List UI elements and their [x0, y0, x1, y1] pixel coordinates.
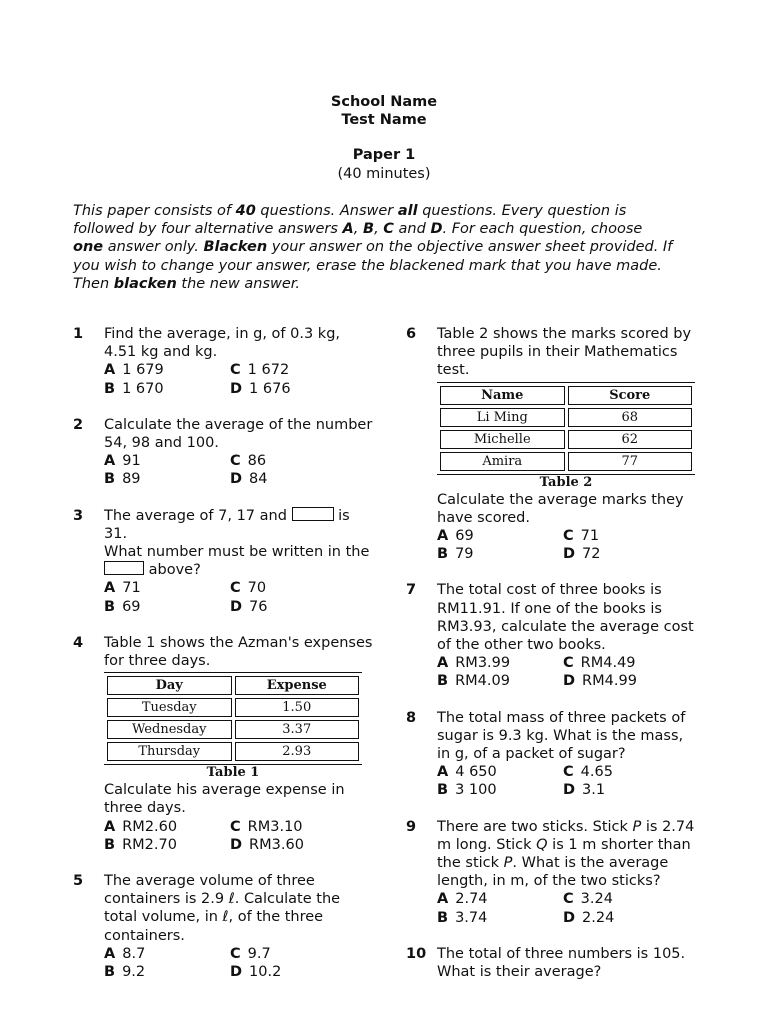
answer-options [104, 452, 373, 488]
question-text: The average volume of three containers is 2.9 ℓ. Calculate the total volume, in ℓ, of the three containers. [104, 873, 341, 944]
option: A 2.74 [437, 891, 488, 908]
question-6 [406, 325, 696, 563]
question-text-2: Calculate the average marks they have scored. [437, 491, 684, 526]
table-header: Day [107, 676, 232, 695]
table-cell: 77 [568, 452, 693, 471]
option: B 3.74 [437, 909, 488, 926]
table-row [107, 698, 359, 717]
question-text: There are two sticks. Stick P is 2.74 m long. Stick Q is 1 m shorter than the stick P. What is the average length, in m, of the two sticks? [437, 818, 695, 890]
question-text: The total of three numbers is 105. What is their average? [437, 945, 686, 981]
option: A 4 650 [437, 764, 497, 781]
answer-options [437, 654, 696, 690]
question-number: 4 [73, 634, 84, 651]
table-row [107, 742, 359, 761]
exam-header [0, 93, 768, 183]
question-text: The average of 7, 17 and is 31. [104, 507, 350, 542]
question-10 [406, 945, 696, 981]
question-3 [73, 507, 373, 616]
right-column [406, 325, 696, 999]
table-row [440, 430, 692, 449]
option: D 84 [230, 471, 268, 488]
answer-options [437, 527, 696, 563]
option: C 1 672 [230, 362, 290, 379]
question-number: 2 [73, 416, 84, 433]
option: D RM4.99 [563, 673, 637, 690]
option: B 1 670 [104, 380, 164, 397]
option: B 89 [104, 471, 141, 488]
question-text: Find the average, in g, of 0.3 kg, 4.51 kg and kg. [104, 326, 341, 361]
table-row [440, 408, 692, 427]
answer-options [104, 945, 373, 981]
question-number: 5 [73, 873, 84, 890]
question-number: 1 [73, 326, 84, 342]
blank-box [292, 507, 334, 521]
table-cell: Thursday [107, 742, 232, 761]
table-row [440, 452, 692, 471]
question-number: 6 [406, 326, 417, 342]
question-number: 9 [406, 818, 417, 835]
option: C 71 [563, 528, 600, 545]
table-cell: 62 [568, 430, 693, 449]
answer-options [437, 890, 696, 926]
score-table [437, 382, 695, 475]
table-cell: 1.50 [235, 698, 360, 717]
paper-duration: (40 minutes) [337, 165, 431, 182]
answer-options [104, 361, 373, 397]
option: B 69 [104, 598, 141, 615]
question-2 [73, 416, 373, 489]
option: D 72 [563, 546, 601, 563]
question-number: 8 [406, 709, 417, 726]
question-number: 7 [406, 582, 417, 599]
question-5 [73, 872, 373, 981]
question-7 [406, 581, 696, 690]
option: A 91 [104, 453, 141, 470]
option: B 3 100 [437, 782, 497, 799]
option: D 1 676 [230, 380, 291, 397]
option: C 3.24 [563, 891, 613, 908]
option: C 70 [230, 580, 267, 597]
answer-options [104, 818, 373, 854]
blank-box [104, 561, 144, 575]
question-4 [73, 634, 373, 854]
question-8 [406, 709, 696, 800]
table-cell: 68 [568, 408, 693, 427]
instructions: This paper consists of 40 questions. Answer all questions. Every question is followed by four alternative answers A, B, C and D. For each question, choose one answer only. Blacken your answer on the objective answer sheet provided. If you wish to change your answer, erase the blackened mark that you have made. Then blacken the new answer. [73, 203, 673, 292]
left-column [73, 325, 373, 999]
option: D 10.2 [230, 964, 282, 981]
option: D RM3.60 [230, 836, 304, 853]
question-text: Table 1 shows the Azman's expenses for three days. [104, 634, 373, 670]
question-number: 3 [73, 507, 84, 524]
table-header: Expense [235, 676, 360, 695]
table-cell: Tuesday [107, 698, 232, 717]
table-cell: 3.37 [235, 720, 360, 739]
table-cell: Michelle [440, 430, 565, 449]
option: D 3.1 [563, 782, 606, 799]
option: C 9.7 [230, 945, 271, 962]
table-header-row [107, 676, 359, 695]
table-row [107, 720, 359, 739]
option: A 8.7 [104, 945, 146, 962]
table-cell: 2.93 [235, 742, 360, 761]
option: C RM4.49 [563, 655, 636, 672]
option: A 69 [437, 528, 474, 545]
table-caption: Table 2 [539, 474, 593, 490]
option: C 4.65 [563, 764, 613, 781]
question-1 [73, 325, 373, 398]
paper-title: Paper 1 [352, 147, 416, 164]
table-cell: Li Ming [440, 408, 565, 427]
table-header: Name [440, 386, 565, 405]
answer-options [104, 579, 373, 615]
option: B 9.2 [104, 964, 146, 981]
test-name: Test Name [341, 112, 427, 129]
question-text: The total mass of three packets of sugar is 9.3 kg. What is the mass, in g, of a packet of sugar? [437, 709, 686, 763]
question-text: The total cost of three books is RM11.91. If one of the books is RM3.93, calculate the average cost of the other two books. [437, 582, 694, 654]
question-text: Table 2 shows the marks scored by three pupils in their Mathematics test. [437, 326, 692, 379]
option: B RM2.70 [104, 836, 177, 853]
question-text-2: Calculate his average expense in three days. [104, 782, 345, 817]
option: C 86 [230, 453, 267, 470]
question-text: Calculate the average of the number 54, 98 and 100. [104, 416, 373, 452]
answer-options [437, 763, 696, 799]
table-caption: Table 1 [206, 765, 260, 781]
question-number: 10 [406, 945, 427, 962]
option: B 79 [437, 546, 474, 563]
question-text-2: What number must be written in the above? [104, 544, 370, 579]
option: A RM3.99 [437, 655, 511, 672]
table-header: Score [568, 386, 693, 405]
school-name: School Name [330, 94, 438, 110]
expense-table [104, 672, 362, 765]
option: A 71 [104, 580, 141, 597]
table-header-row [440, 386, 692, 405]
option: D 76 [230, 598, 268, 615]
option: A 1 679 [104, 362, 164, 379]
option: A RM2.60 [104, 818, 178, 835]
question-9 [406, 818, 696, 927]
option: B RM4.09 [437, 673, 510, 690]
table-cell: Amira [440, 452, 565, 471]
option: C RM3.10 [230, 818, 303, 835]
table-cell: Wednesday [107, 720, 232, 739]
option: D 2.24 [563, 909, 615, 926]
